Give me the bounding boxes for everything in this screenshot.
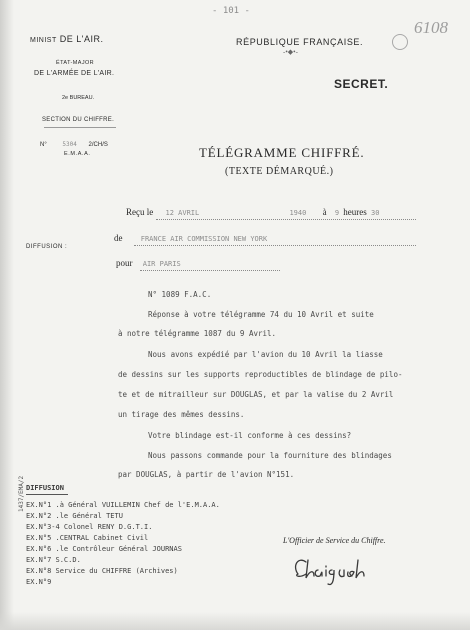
- distribution-item: EX.N°2 .le Général TETU: [26, 512, 123, 520]
- archive-stamp-mark: [392, 34, 408, 50]
- reference-code: 2/CH/S: [88, 142, 108, 148]
- reference-line: [40, 141, 108, 148]
- reference-number: 5304: [62, 141, 77, 148]
- received-dotted-line: [156, 219, 416, 220]
- handwritten-signature: [290, 552, 380, 588]
- to-line: [116, 258, 181, 268]
- body-line-6: un tirage des mêmes dessins.: [118, 410, 245, 419]
- distribution-item: EX.N°5 .CENTRAL Cabinet Civil: [26, 534, 149, 542]
- body-line-2: à notre télégramme 1087 du 9 Avril.: [118, 329, 277, 338]
- emaa-label: E.M.A.A.: [64, 151, 91, 157]
- received-year: 1940: [289, 209, 307, 217]
- received-date: 12 AVRIL: [165, 209, 200, 217]
- page-bottom-shadow: [0, 612, 470, 630]
- armee-de-lair: DE L'ARMÉE DE L'AIR.: [34, 70, 115, 77]
- from-label: de: [114, 233, 123, 243]
- distribution-heading: DIFFUSION: [26, 484, 64, 492]
- to-value: AIR PARIS: [142, 260, 181, 268]
- republique-francaise: RÉPUBLIQUE FRANÇAISE.: [236, 37, 364, 47]
- body-line-4: de dessins sur les supports reproductibles de blindage de pilo-: [118, 370, 403, 379]
- received-minute: 30: [371, 209, 380, 217]
- secret-mark: SECRET.: [334, 77, 389, 91]
- distribution-margin-note: 1437/EMA/2: [18, 475, 25, 512]
- document-title: TÉLÉGRAMME CHIFFRÉ.: [199, 145, 365, 160]
- from-dotted-line: [134, 245, 416, 246]
- diffusion-label: DIFFUSION :: [26, 244, 68, 250]
- document-subtitle: (TEXTE DÉMARQUÉ.): [225, 166, 334, 177]
- distribution-item: EX.N°1 .à Général VUILLEMIN Chef de l'E.M.A.A.: [26, 501, 220, 509]
- received-label: Reçu le: [126, 207, 154, 217]
- distribution-item: EX.N°9: [26, 578, 52, 586]
- distribution-item: EX.N°3-4 Colonel RENY D.G.T.I.: [26, 523, 153, 531]
- received-line: [126, 207, 379, 217]
- body-line-3: Nous avons expédié par l'avion du 10 Avril la liasse: [148, 350, 383, 359]
- ornament: -•◆•-: [283, 48, 298, 56]
- header-left-rule: [44, 127, 116, 128]
- page-edge-shadow: [0, 0, 14, 630]
- archive-number: 6108: [414, 18, 448, 37]
- to-dotted-line: [140, 270, 280, 271]
- ministry-name: DE L'AIR.: [59, 34, 104, 44]
- bureau: 2e BUREAU.: [62, 95, 95, 101]
- from-value: FRANCE AIR COMMISSION NEW YORK: [140, 235, 268, 243]
- received-a-label: à: [322, 207, 327, 217]
- body-line-5: te et de mitrailleur sur DOUGLAS, et par la valise du 2 Avril: [118, 390, 394, 399]
- body-line-9: par DOUGLAS, à partir de l'avion N°151.: [118, 470, 295, 479]
- to-label: pour: [116, 258, 133, 268]
- message-number: N° 1089 F.A.C.: [148, 290, 212, 299]
- distribution-heading-rule: [26, 494, 68, 495]
- reference-label: N°: [40, 142, 47, 148]
- etat-major: ÉTAT-MAJOR: [56, 60, 95, 66]
- distribution-item: EX.N°6 .le Contrôleur Général JOURNAS: [26, 545, 182, 553]
- received-hour-label: heures: [343, 207, 367, 217]
- body-line-1: Réponse à votre télégramme 74 du 10 Avril et suite: [148, 310, 374, 319]
- ministry-prefix: MINIST: [30, 37, 57, 44]
- ministry-label: [30, 34, 103, 44]
- distribution-item: EX.N°7 S.C.D.: [26, 556, 81, 564]
- body-line-8: Nous passons commande pour la fourniture des blindages: [148, 451, 392, 460]
- section-du-chiffre: SECTION DU CHIFFRE.: [42, 117, 115, 123]
- from-line: [114, 233, 267, 243]
- received-hour: 9: [334, 209, 340, 217]
- signature-caption: L'Officier de Service du Chiffre.: [283, 536, 386, 545]
- distribution-item: EX.N°8 Service du CHIFFRE (Archives): [26, 567, 178, 575]
- top-stamp-number: - 101 -: [212, 6, 250, 16]
- body-line-7: Votre blindage est-il conforme à ces dessins?: [148, 431, 352, 440]
